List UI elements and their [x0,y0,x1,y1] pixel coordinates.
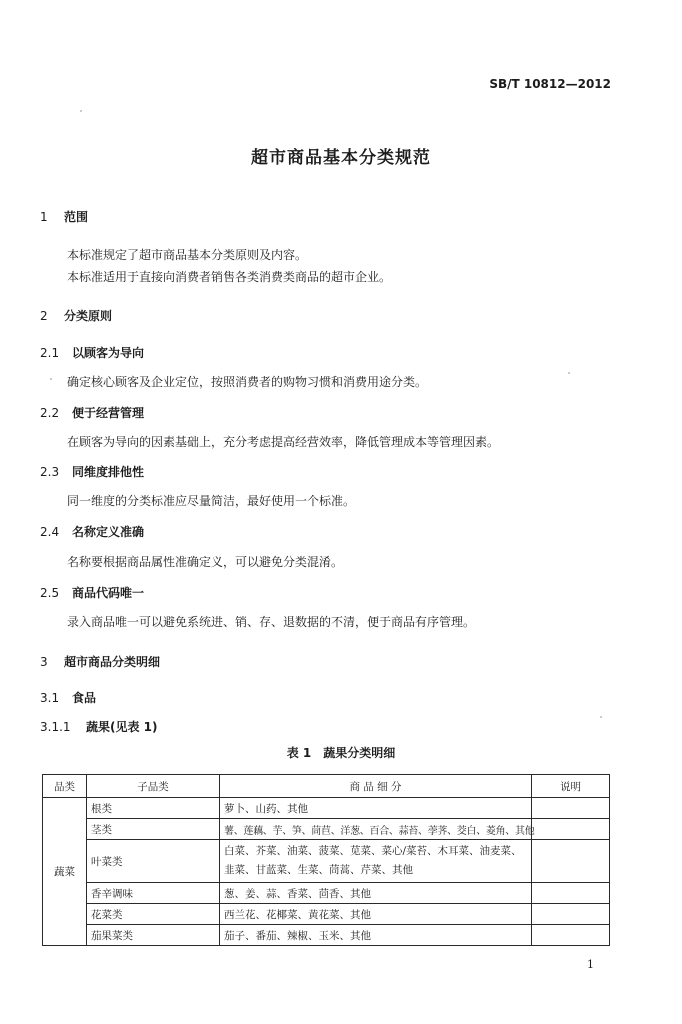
column-header: 说明 [532,775,610,798]
subsection-heading [40,689,96,706]
column-header: 品类 [43,775,87,798]
section-number: 2 [40,309,48,323]
table-header-row [43,775,610,798]
table-row [43,798,610,819]
classification-table [42,774,610,946]
scan-speck [600,716,602,718]
section-heading-scope [40,208,88,225]
section-title: 食品 [72,691,97,705]
note-cell [532,925,610,946]
table-row [43,883,610,904]
section-heading-principles [40,307,112,324]
section-number: 2.1 [40,346,60,360]
paragraph: 名称要根据商品属性准确定义，可以避免分类混淆。 [67,555,344,569]
section-number: 2.4 [40,525,60,539]
note-cell [532,883,610,904]
paragraph: 本标准适用于直接向消费者销售各类消费类商品的超市企业。 [67,270,392,284]
table-caption: 表 1 蔬果分类明细 [286,746,396,760]
table-row [43,925,610,946]
page-number: 1 [587,958,594,971]
subcategory-cell: 叶菜类 [87,840,220,883]
subsection-heading [40,584,144,601]
column-header: 子品类 [87,775,220,798]
detail-cell: 白菜、芥菜、油菜、菠菜、苋菜、菜心/菜苔、木耳菜、油麦菜、韭菜、甘蓝菜、生菜、茼蒿、芹菜、其他 [220,840,532,883]
detail-cell: 萝卜、山药、其他 [220,798,532,819]
paragraph: 确定核心顾客及企业定位，按照消费者的购物习惯和消费用途分类。 [67,375,428,389]
subcategory-cell: 茎类 [87,819,220,840]
subsection-heading [40,404,144,421]
section-number: 2.3 [40,465,60,479]
section-title: 便于经营管理 [72,406,145,420]
column-header: 商 品 细 分 [220,775,532,798]
paragraph: 本标准规定了超市商品基本分类原则及内容。 [67,248,308,262]
note-cell [532,904,610,925]
section-title: 分类原则 [64,309,113,323]
note-cell [532,819,610,840]
paragraph: 在顾客为导向的因素基础上，充分考虑提高经营效率，降低管理成本等管理因素。 [67,435,500,449]
subsection-heading [40,463,144,480]
section-number: 3 [40,655,48,669]
detail-cell: 葱、姜、蒜、香菜、茴香、其他 [220,883,532,904]
note-cell [532,798,610,819]
detail-cell: 茄子、番茄、辣椒、玉米、其他 [220,925,532,946]
section-number: 2.2 [40,406,60,420]
section-title: 超市商品分类明细 [64,655,161,669]
detail-cell: 薯、莲藕、芋、笋、茼苣、洋葱、百合、蒜苔、荸荠、茭白、菱角、其他 [220,819,532,840]
standard-code: SB/T 10812—2012 [489,77,611,91]
section-title: 名称定义准确 [72,525,145,539]
document-title: 超市商品基本分类规范 [251,148,431,168]
subsubsection-heading [40,718,158,735]
table-row [43,904,610,925]
scan-speck [80,110,82,112]
paragraph: 录入商品唯一可以避免系统进、销、存、退数据的不清，便于商品有序管理。 [67,615,476,629]
table-row [43,819,610,840]
subcategory-cell: 茄果菜类 [87,925,220,946]
section-number: 3.1 [40,691,60,705]
section-heading-details [40,653,160,670]
section-title: 蔬果(见表 1) [86,720,158,734]
subcategory-cell: 根类 [87,798,220,819]
subcategory-cell: 香辛调味 [87,883,220,904]
section-title: 以顾客为导向 [72,346,145,360]
table-row [43,840,610,883]
section-title: 商品代码唯一 [72,586,145,600]
section-number: 1 [40,210,48,224]
subsection-heading [40,344,144,361]
section-number: 2.5 [40,586,60,600]
subsection-heading [40,523,144,540]
major-category-cell: 蔬菜 [43,798,87,946]
scan-speck [568,372,570,374]
detail-cell: 西兰花、花椰菜、黄花菜、其他 [220,904,532,925]
section-number: 3.1.1 [40,720,71,734]
section-title: 范围 [64,210,89,224]
paragraph: 同一维度的分类标准应尽量简洁，最好使用一个标准。 [67,494,356,508]
subcategory-cell: 花菜类 [87,904,220,925]
scan-speck [50,378,52,380]
note-cell [532,840,610,883]
section-title: 同维度排他性 [72,465,145,479]
